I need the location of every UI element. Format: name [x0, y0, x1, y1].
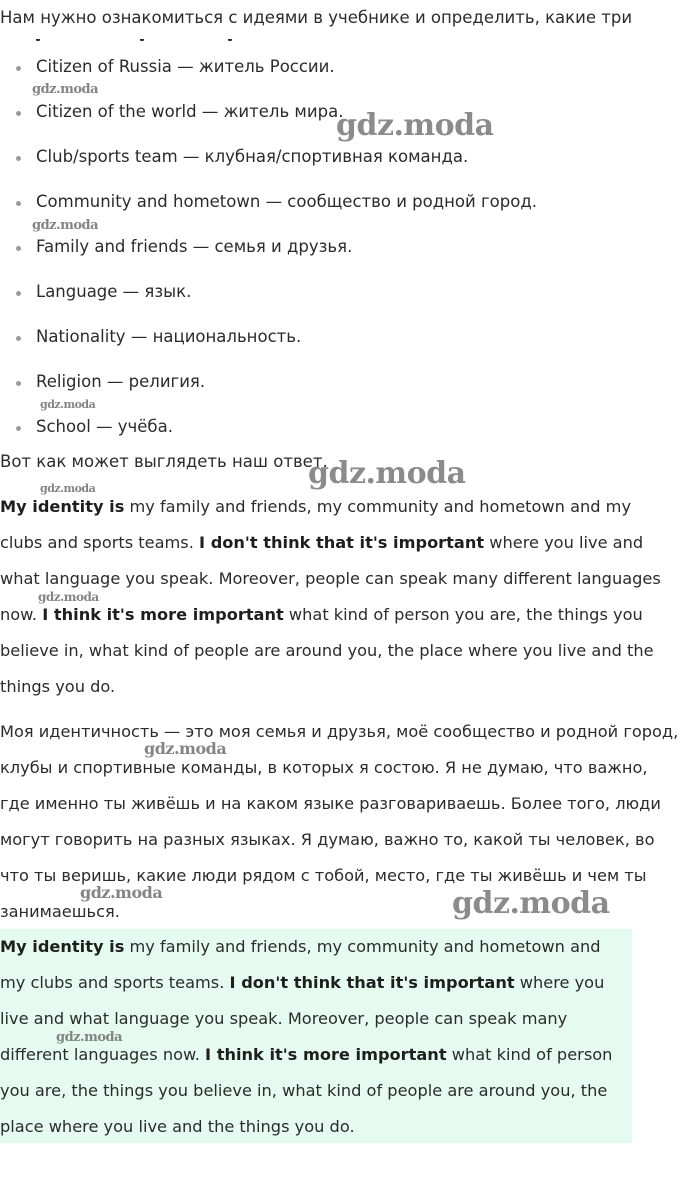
bullet-icon [16, 156, 21, 161]
answer-lead: Вот как может выглядеть наш ответ. [0, 452, 328, 471]
bold-phrase: I don't think that it's important [199, 533, 485, 552]
bullet-icon [16, 201, 21, 206]
bullet-icon [16, 381, 21, 386]
cut-off-text-line [0, 39, 240, 45]
list-item-text: Nationality — национальность. [36, 327, 302, 346]
list-item-text: Citizen of Russia — житель России. [36, 57, 335, 76]
watermark: gdz.moda [336, 108, 494, 143]
list-item-text: Citizen of the world — житель мира. [36, 102, 344, 121]
answer-english [0, 489, 672, 705]
bold-phrase: My identity is [0, 937, 125, 956]
answer-text: where you live and what language you speak. Moreover, people can speak many different languages now. [0, 533, 661, 624]
list-item-text: School — учёба. [36, 417, 173, 436]
watermark: gdz.moda [80, 883, 163, 902]
answer-text: what kind of person you are, the things you believe in, what kind of people are around you, the place where you live and the things you do. [0, 605, 654, 696]
watermark: gdz.moda [56, 1030, 123, 1045]
watermark: gdz.moda [40, 398, 96, 411]
bullet-icon [16, 246, 21, 251]
bold-phrase: My identity is [0, 497, 125, 516]
intro-text: Нам нужно ознакомиться с идеями в учебнике и определить, какие три [0, 8, 633, 27]
bullet-icon [16, 336, 21, 341]
answer-text: my family and friends, my community and hometown and my clubs and sports teams. [0, 937, 601, 992]
bullet-icon [16, 111, 21, 116]
watermark: gdz.moda [40, 482, 96, 495]
list-item-text: Club/sports team — клубная/спортивная команда. [36, 147, 469, 166]
bullet-icon [16, 291, 21, 296]
bold-phrase: I don't think that it's important [229, 973, 515, 992]
watermark: gdz.moda [308, 456, 466, 491]
bold-phrase: I think it's more important [205, 1045, 447, 1064]
watermark: gdz.moda [144, 739, 227, 758]
bullet-icon [16, 426, 21, 431]
list-item-text: Language — язык. [36, 282, 192, 301]
list-item-text: Community and hometown — сообщество и родной город. [36, 192, 537, 211]
watermark: gdz.moda [452, 886, 610, 921]
answer-text: my family and friends, my community and hometown and my clubs and sports teams. [0, 497, 632, 552]
bullet-icon [16, 66, 21, 71]
watermark: gdz.moda [32, 82, 99, 97]
list-item-text: Family and friends — семья и друзья. [36, 237, 353, 256]
answer-text: where you live and what language you speak. Moreover, people can speak many different languages now. [0, 973, 605, 1064]
watermark: gdz.moda [32, 218, 99, 233]
watermark: gdz.moda [38, 590, 99, 604]
list-item-text: Religion — религия. [36, 372, 206, 391]
answer-russian: Моя идентичность — это моя семья и друзья, моё сообщество и родной город, клубы и спортивные команды, в которых я состою. Я не думаю, что важно, где именно ты живёшь и на каком языке разговариваешь. Более того, люди могут говорить на разных языках. Я думаю, важно то, какой ты человек, во что ты веришь, какие люди рядом с тобой, место, где ты живёшь и чем ты занимаешься. [0, 722, 679, 921]
bold-phrase: I think it's more important [42, 605, 284, 624]
answer-text: what kind of person you are, the things you believe in, what kind of people are around you, the place where you live and the things you do. [0, 1045, 613, 1136]
answer-english-highlighted [0, 929, 628, 1145]
